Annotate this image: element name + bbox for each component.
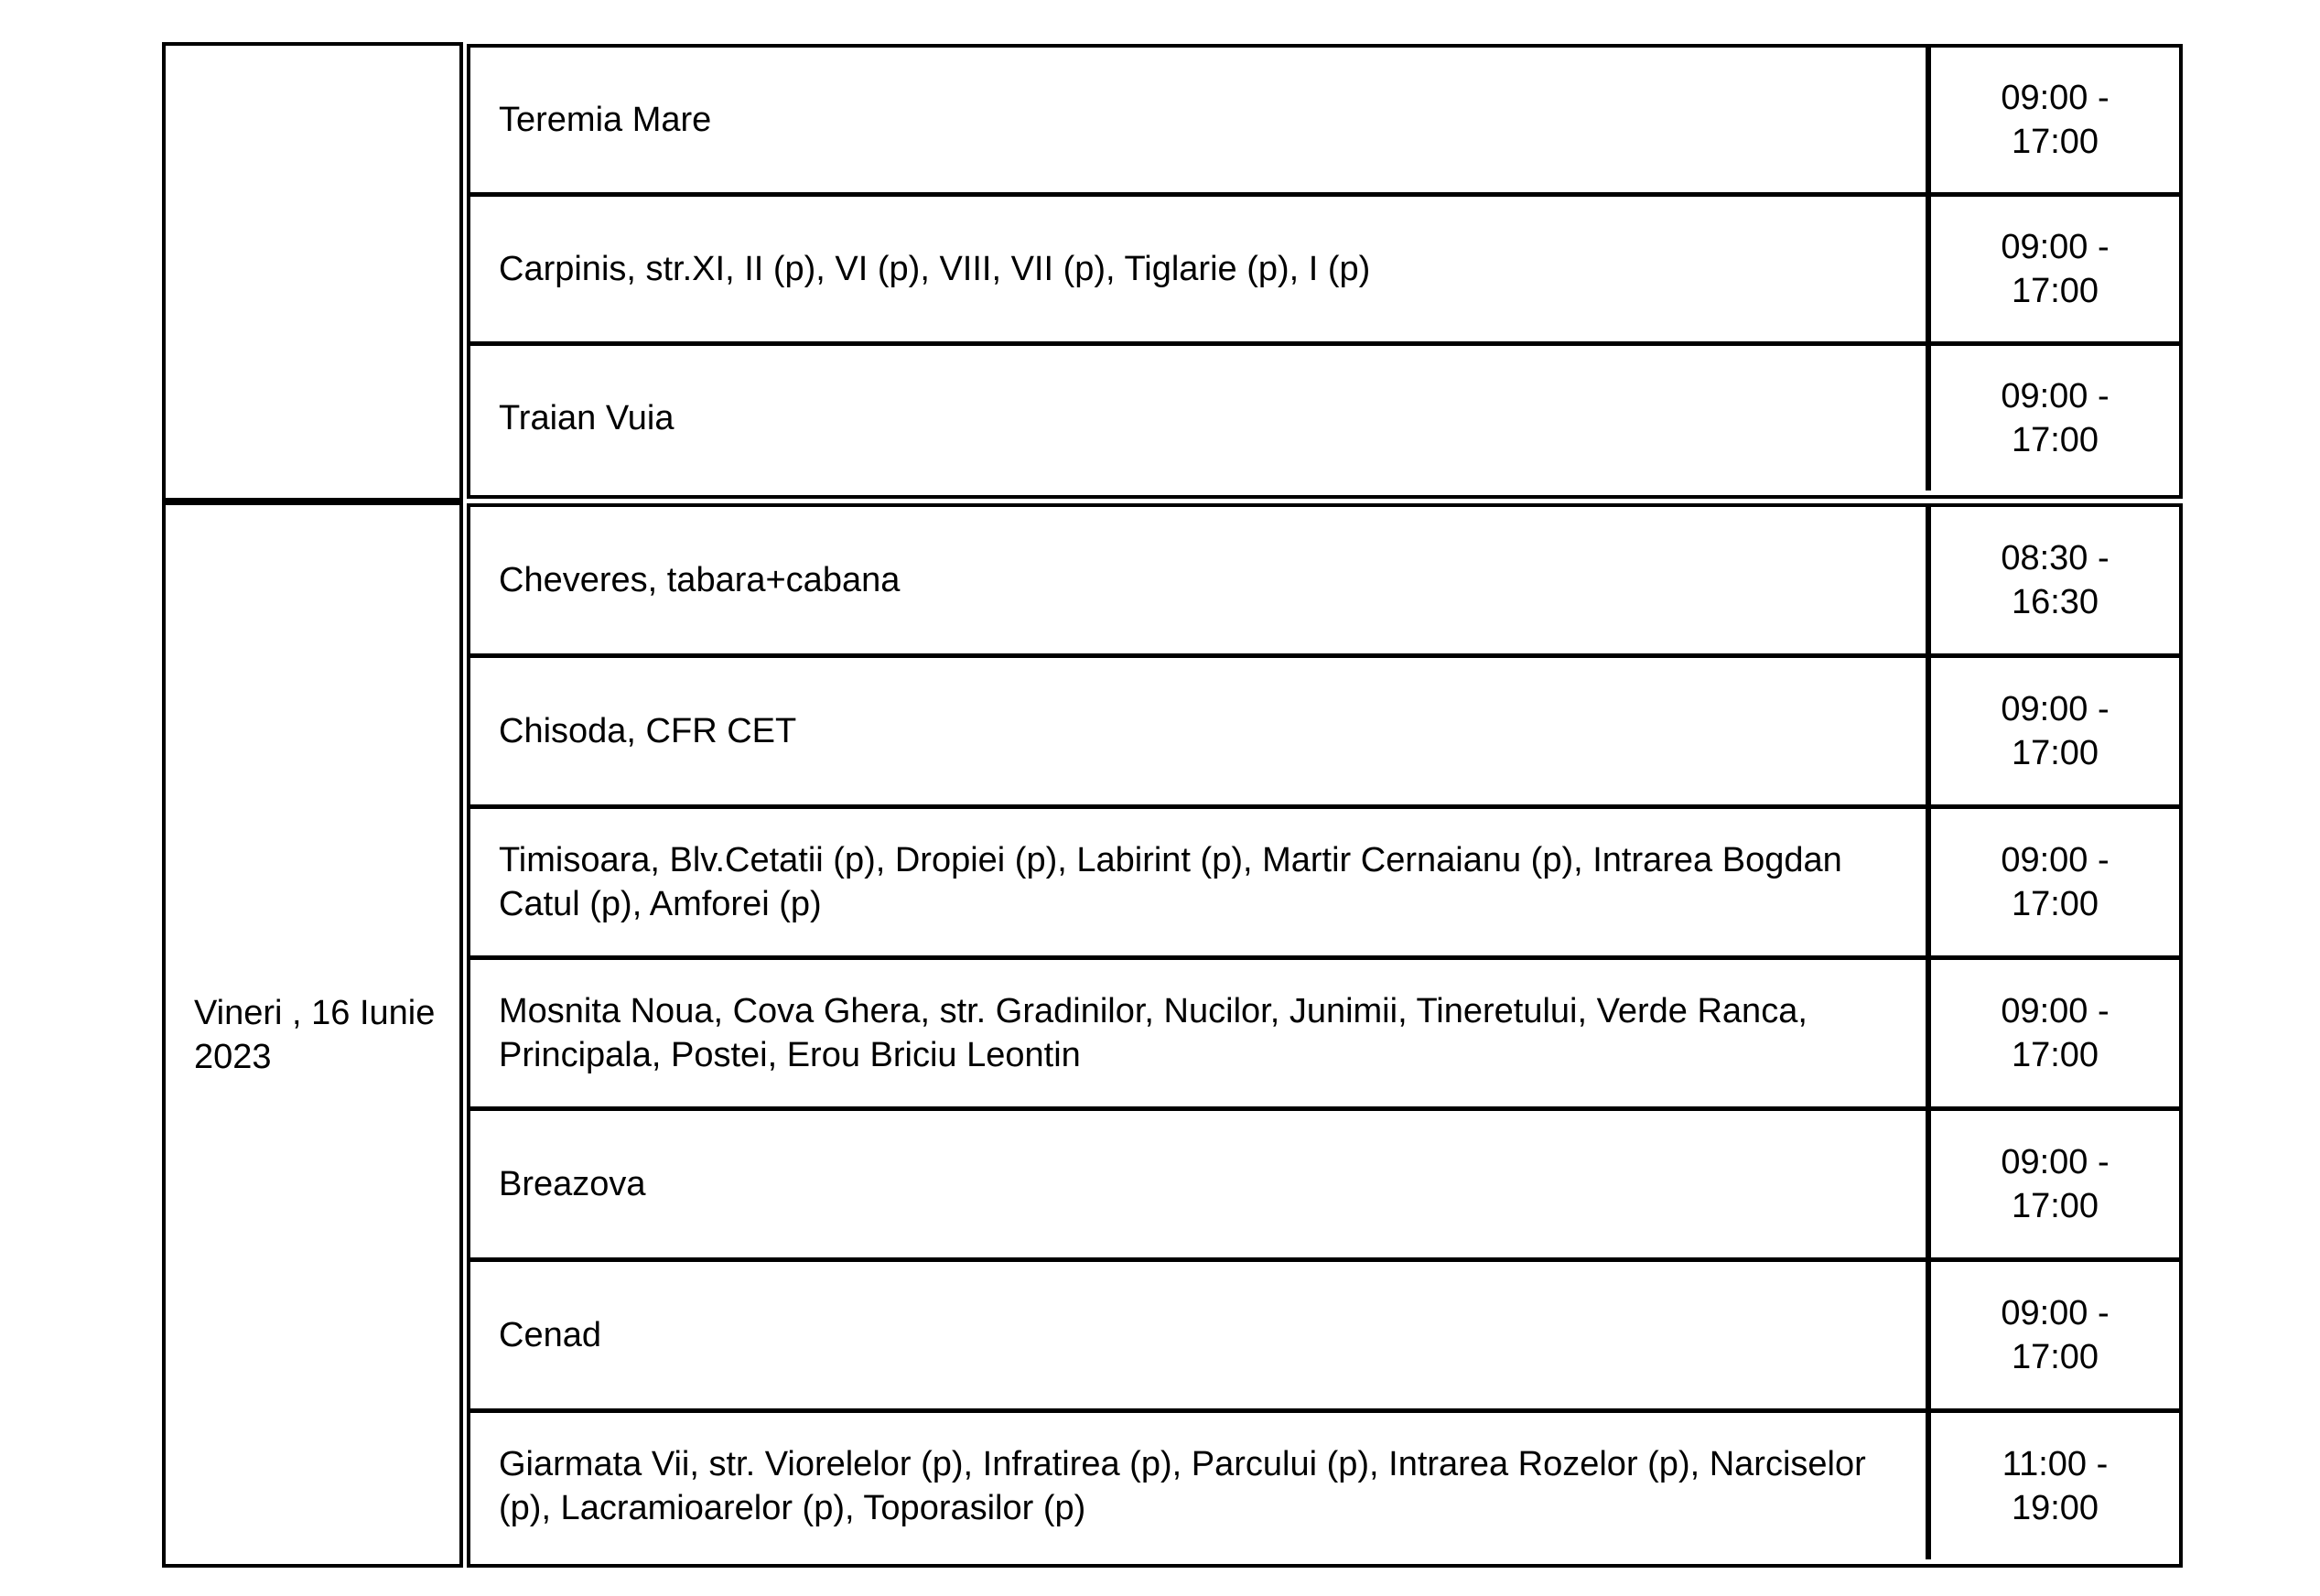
time-cell: 09:00 - 17:00	[2001, 1143, 2110, 1225]
time-cell: 09:00 - 17:00	[2001, 228, 2110, 310]
location-cell: Breazova	[470, 1111, 1931, 1257]
table-row	[470, 507, 2179, 653]
table-row	[470, 1257, 2179, 1408]
location-cell: Timisoara, Blv.Cetatii (p), Dropiei (p), Labirint (p), Martir Cernaianu (p), Intrarea Bogdan Catul (p), Amforei (p)	[470, 809, 1931, 955]
table-row	[470, 955, 2179, 1106]
location-cell: Cenad	[470, 1262, 1931, 1408]
time-cell: 09:00 - 17:00	[2001, 1294, 2110, 1376]
table-row	[470, 48, 2179, 192]
date-cell	[162, 42, 463, 501]
schedule-table	[467, 44, 2183, 499]
table-row	[470, 804, 2179, 955]
time-cell: 09:00 - 17:00	[2001, 377, 2110, 459]
table-row	[470, 1106, 2179, 1257]
time-cell: 11:00 - 19:00	[2002, 1445, 2109, 1527]
time-cell: 08:30 - 16:30	[2001, 539, 2110, 621]
location-cell: Carpinis, str.XI, II (p), VI (p), VIII, VII (p), Tiglarie (p), I (p)	[470, 197, 1931, 341]
table-row	[470, 192, 2179, 341]
date-label: Vineri , 16 Iunie 2023	[194, 993, 436, 1076]
date-cell	[162, 501, 463, 1568]
time-cell: 09:00 - 17:00	[2001, 690, 2110, 772]
time-cell: 09:00 - 17:00	[2001, 841, 2110, 923]
time-cell: 09:00 - 17:00	[2001, 79, 2110, 161]
schedule-table	[467, 503, 2183, 1568]
table-row	[470, 1408, 2179, 1559]
location-cell: Mosnita Noua, Cova Ghera, str. Gradinilor, Nucilor, Junimii, Tineretului, Verde Ranca, Principala, Postei, Erou Briciu Leontin	[470, 960, 1931, 1106]
location-cell: Traian Vuia	[470, 346, 1931, 491]
location-cell: Cheveres, tabara+cabana	[470, 507, 1931, 653]
table-row	[470, 341, 2179, 491]
location-cell: Giarmata Vii, str. Viorelelor (p), Infratirea (p), Parcului (p), Intrarea Rozelor (p), Narciselor (p), Lacramioarelor (p), Toporasilor (p)	[470, 1413, 1931, 1559]
location-cell: Teremia Mare	[470, 48, 1931, 192]
table-row	[470, 653, 2179, 804]
location-cell: Chisoda, CFR CET	[470, 658, 1931, 804]
time-cell: 09:00 - 17:00	[2001, 992, 2110, 1074]
